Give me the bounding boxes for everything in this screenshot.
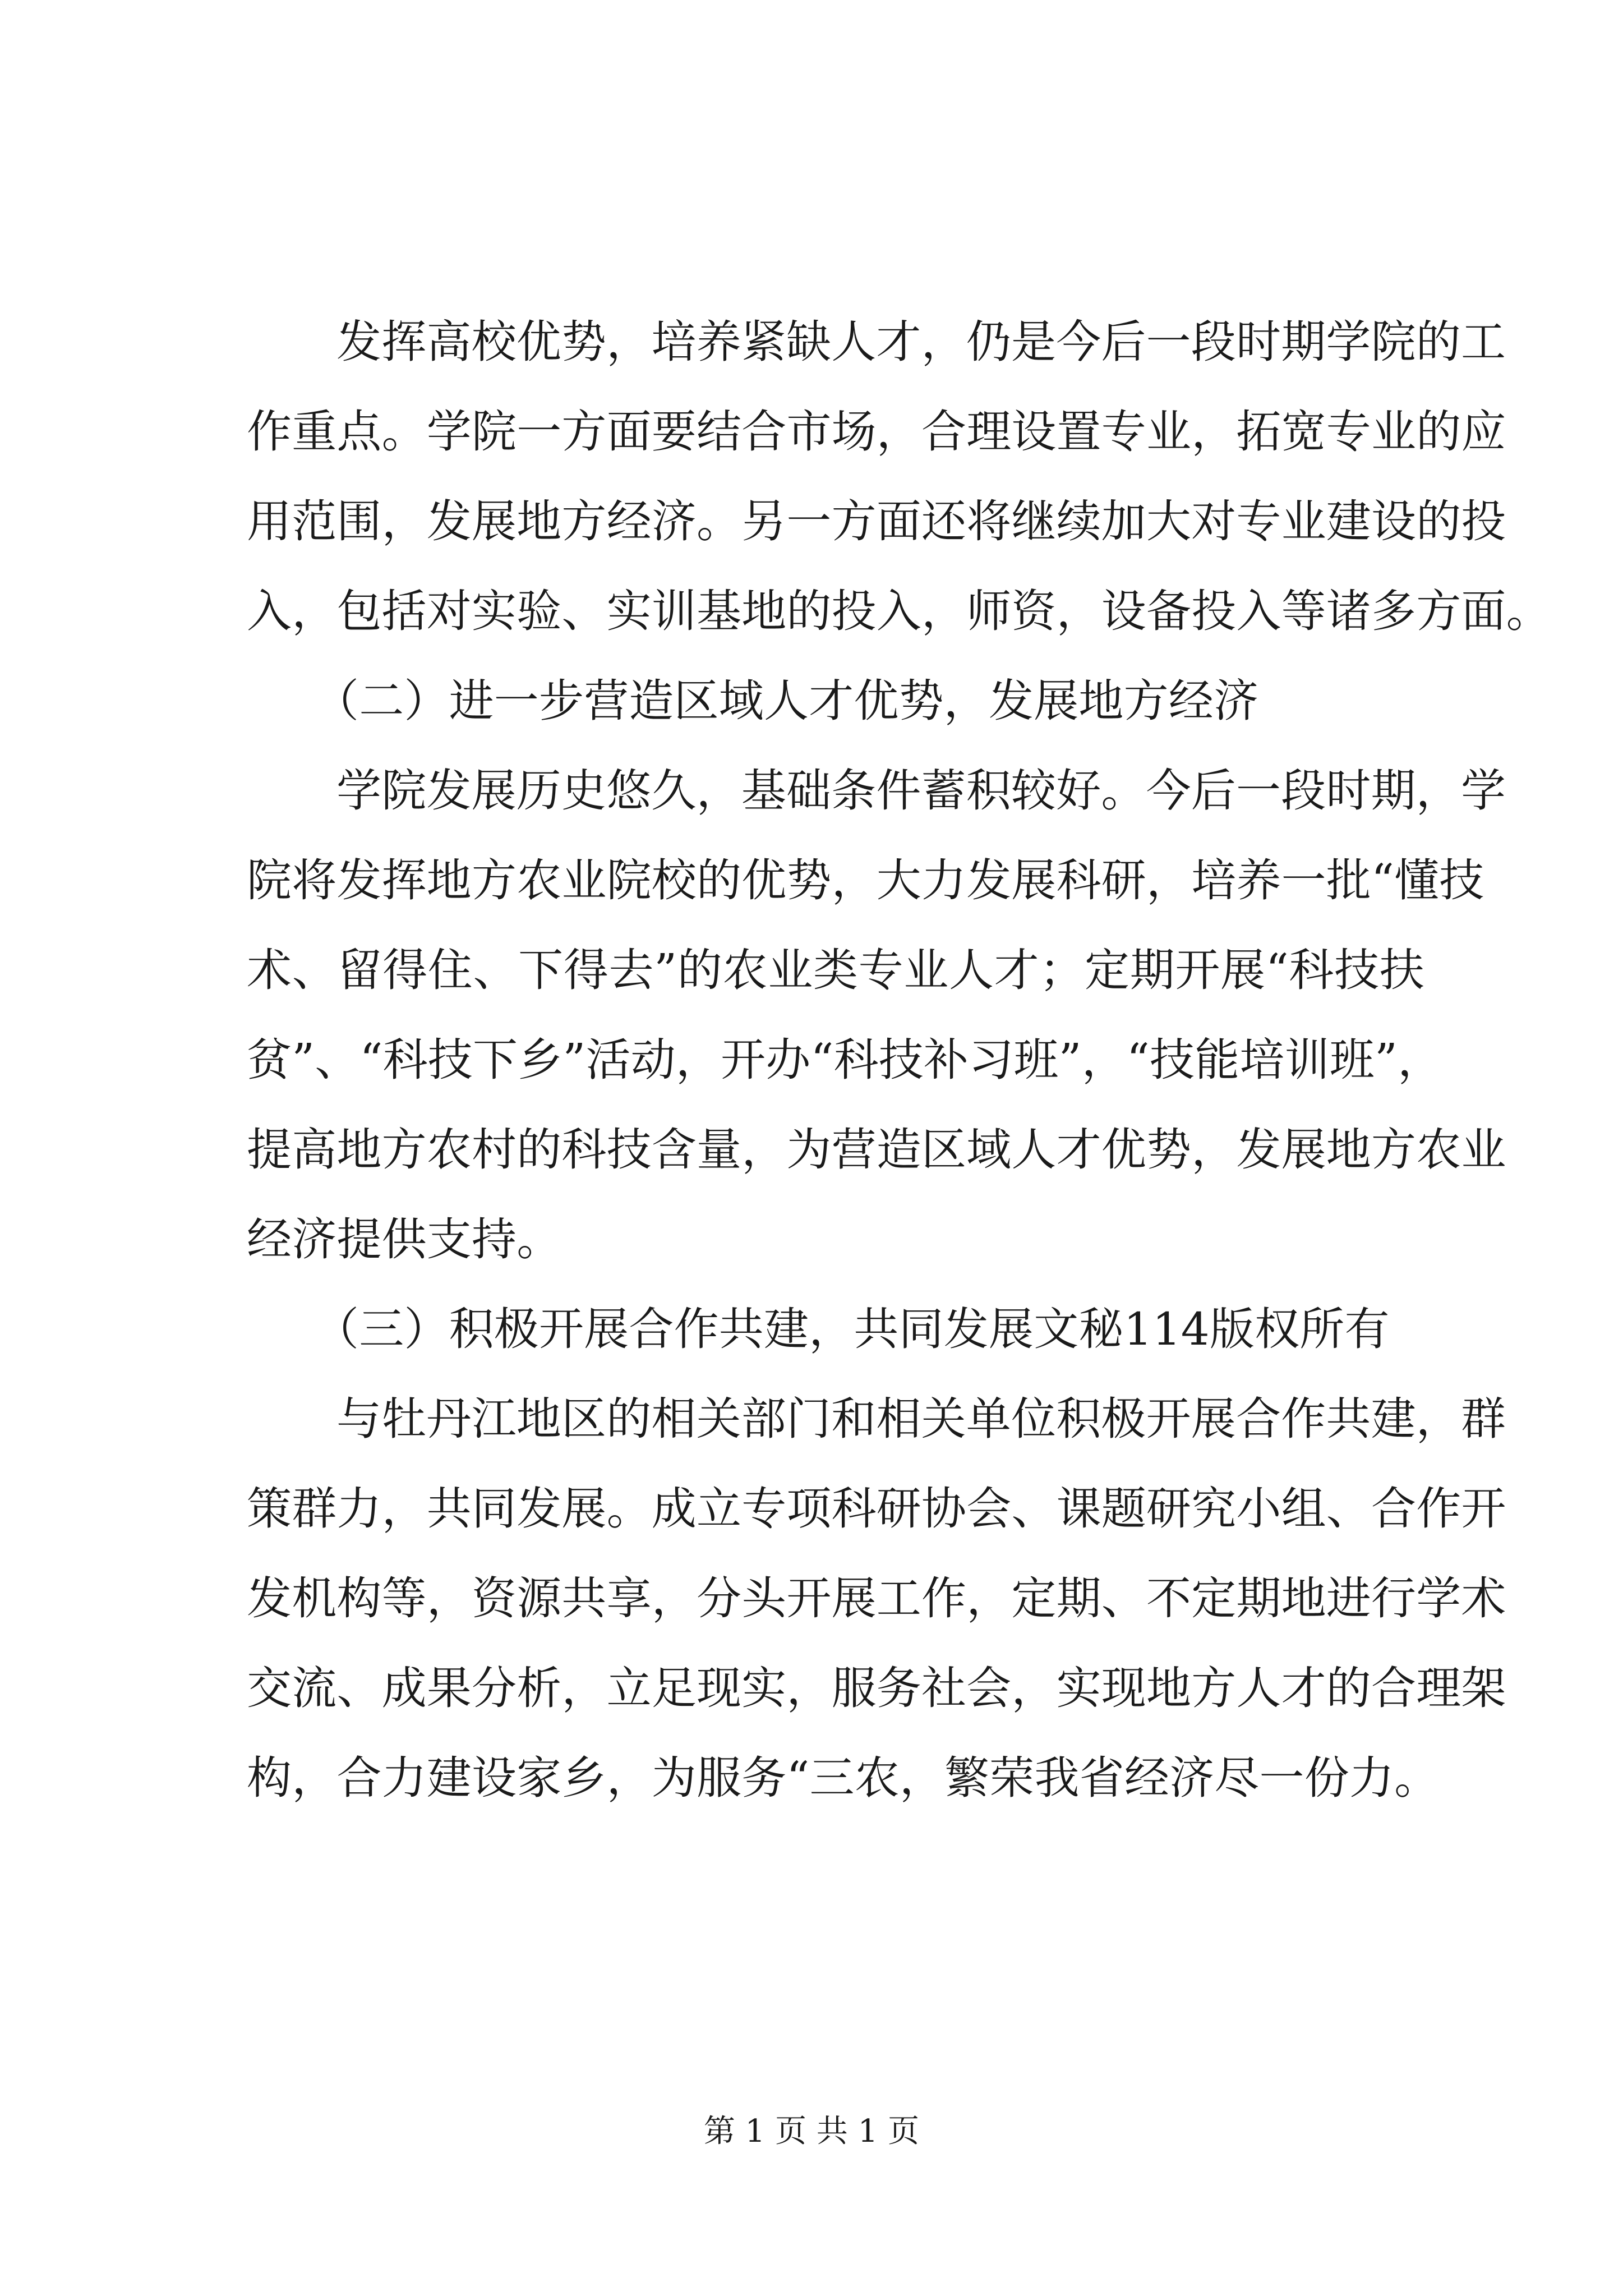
- paragraph-line: 构，合力建设家乡，为服务“三农，繁荣我省经济尽一份力。: [247, 1752, 1440, 1804]
- paragraph-line: 发机构等，资源共享，分头开展工作，定期、不定期地进行学术: [247, 1572, 1506, 1625]
- paragraph-line: 与牡丹江地区的相关部门和相关单位积极开展合作共建，群: [336, 1393, 1506, 1445]
- paragraph-line: 术、留得住、下得去”的农业类专业人才；定期开展“科技扶: [247, 944, 1424, 996]
- paragraph-line: 交流、成果分析，立足现实，服务社会，实现地方人才的合理架: [247, 1662, 1506, 1714]
- paragraph-line: 贫”、“科技下乡”活动，开办“科技补习班”，“技能培训班”，: [247, 1034, 1443, 1086]
- page-footer: 第 1 页 共 1 页: [703, 2113, 920, 2150]
- paragraph-line: 策群力，共同发展。成立专项科研协会、课题研究小组、合作开: [247, 1483, 1506, 1535]
- paragraph-line: 用范围，发展地方经济。另一方面还将继续加大对专业建设的投: [247, 495, 1506, 547]
- document-body: [247, 297, 1551, 1823]
- paragraph-line: 入，包括对实验、实训基地的投入，师资，设备投入等诸多方面。: [247, 585, 1551, 637]
- paragraph-line: 作重点。学院一方面要结合市场，合理设置专业，拓宽专业的应: [247, 406, 1506, 458]
- paragraph-line: 学院发展历史悠久，基础条件蓄积较好。今后一段时期，学: [336, 765, 1506, 817]
- section-heading: （二）进一步营造区域人才优势，发展地方经济: [314, 675, 1259, 727]
- paragraph-line: 提高地方农村的科技含量，为营造区域人才优势，发展地方农业: [247, 1124, 1506, 1176]
- section-heading: （三）积极开展合作共建，共同发展文秘114版权所有: [314, 1303, 1390, 1355]
- paragraph-line: 经济提供支持。: [247, 1213, 562, 1266]
- paragraph-line: 发挥高校优势，培养紧缺人才，仍是今后一段时期学院的工: [336, 316, 1506, 368]
- paragraph-line: 院将发挥地方农业院校的优势，大力发展科研，培养一批“懂技: [247, 854, 1484, 907]
